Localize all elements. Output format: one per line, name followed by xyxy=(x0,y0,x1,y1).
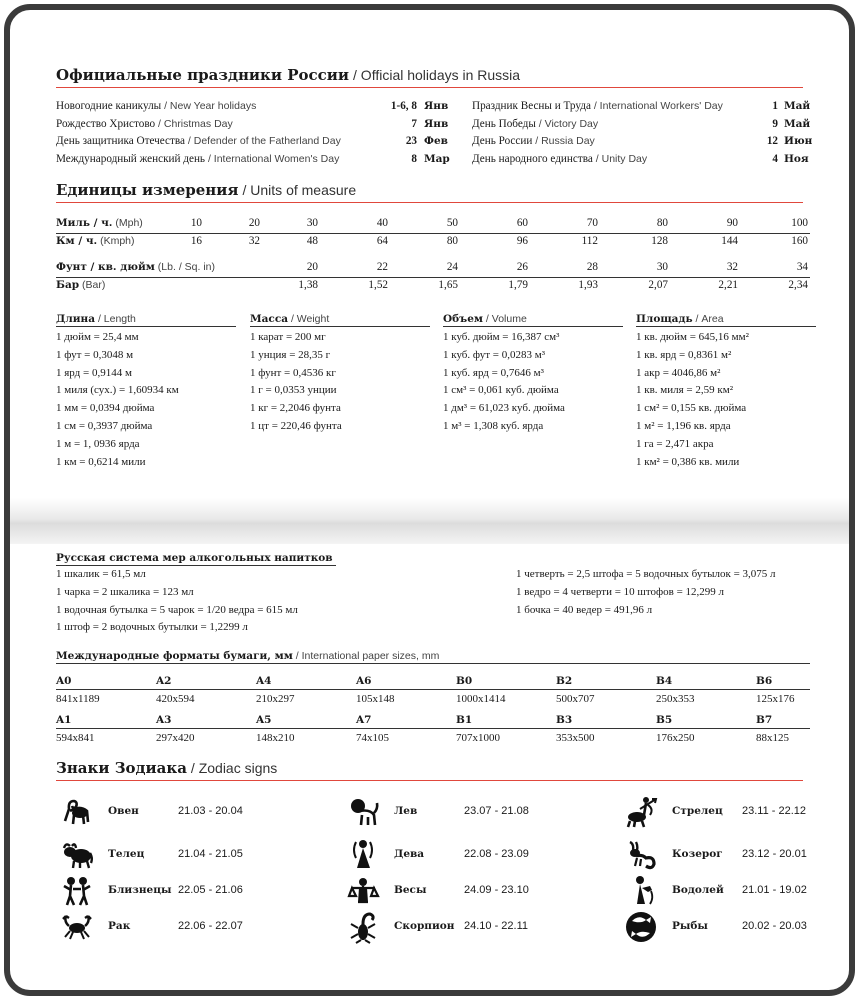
paper-format: A5 xyxy=(256,714,272,726)
area-column xyxy=(636,313,816,473)
zodiac-item-taurus: Телец 21.04 - 21.05 xyxy=(60,838,300,872)
speed-table xyxy=(56,216,810,250)
length-header: Длина / Length xyxy=(56,313,236,327)
conversion-item: 1 г = 0,0353 унции xyxy=(250,384,337,397)
paper-format: A3 xyxy=(156,714,172,726)
zodiac-item-gemini: Близнецы 22.05 - 21.06 xyxy=(60,874,300,908)
paper-size: 210x297 xyxy=(256,693,295,705)
sagittarius-icon xyxy=(624,795,658,829)
holidays-right-column xyxy=(472,100,813,170)
conversion-item: 1 миля (сух.) = 1,60934 км xyxy=(56,384,179,397)
conversion-item: 1 карат = 200 мг xyxy=(250,331,326,343)
paper-title: Международные форматы бумаги, мм / International paper sizes, mm xyxy=(56,650,810,664)
paper-row-sizes-2 xyxy=(56,731,810,747)
scorpio-icon xyxy=(346,910,380,944)
paper-size: 148x210 xyxy=(256,732,295,744)
paper-format: B2 xyxy=(556,675,573,687)
leo-icon xyxy=(346,795,380,829)
volume-header: Объем / Volume xyxy=(443,313,623,327)
zodiac-item-pisces: Рыбы 20.02 - 20.03 xyxy=(624,910,855,944)
conversion-item: 1 см² = 0,155 кв. дюйма xyxy=(636,402,747,415)
weight-header: Масса / Weight xyxy=(250,313,430,327)
weight-column xyxy=(250,313,430,438)
page-fold-shadow xyxy=(10,498,849,544)
pisces-icon xyxy=(624,910,658,944)
paper-size: 1000x1414 xyxy=(456,693,506,705)
capricorn-icon xyxy=(624,838,658,872)
paper-format: A2 xyxy=(156,675,172,687)
conversion-item: 1 см³ = 0,061 куб. дюйма xyxy=(443,384,559,397)
cancer-icon xyxy=(60,910,94,944)
paper-format: B3 xyxy=(556,714,573,726)
zodiac-item-scorpio: Скорпион 24.10 - 22.11 xyxy=(346,910,586,944)
zodiac-item-aries: Овен 21.03 - 20.04 xyxy=(60,795,300,829)
paper-format: B4 xyxy=(656,675,673,687)
alcohol-item: 1 чарка = 2 шкалика = 123 мл xyxy=(56,585,194,598)
page-frame xyxy=(4,4,855,996)
length-column xyxy=(56,313,236,473)
gemini-icon xyxy=(60,874,94,908)
paper-size: 74x105 xyxy=(356,732,389,744)
zodiac-item-virgo: Дева 22.08 - 23.09 xyxy=(346,838,586,872)
paper-size: 841x1189 xyxy=(56,693,100,705)
aquarius-icon xyxy=(624,874,658,908)
mph-row: Миль / ч. (Mph) 10 20 30 40 50 60 70 80 90 100 xyxy=(56,217,808,229)
holiday-row: Праздник Весны и Труда / International Workers' Day 1 Май xyxy=(472,100,811,112)
paper-format: A7 xyxy=(356,714,372,726)
zodiac-item-aquarius: Водолей 21.01 - 19.02 xyxy=(624,874,855,908)
zodiac-item-cancer: Рак 22.06 - 22.07 xyxy=(60,910,300,944)
conversion-item: 1 см = 0,3937 дюйма xyxy=(56,419,153,432)
conversion-item: 1 куб. ярд = 0,7646 м³ xyxy=(443,366,544,379)
conversion-item: 1 фунт = 0,4536 кг xyxy=(250,366,336,379)
holiday-row: День Победы / Victory Day 9 Май xyxy=(472,117,811,130)
paper-format: B5 xyxy=(656,714,673,726)
conversion-item: 1 фут = 0,3048 м xyxy=(56,348,134,361)
holidays-title: Официальные праздники России / Official holidays in Russia xyxy=(56,66,803,88)
alcohol-item: 1 бочка = 40 ведер = 491,96 л xyxy=(516,603,653,616)
kmph-row: Км / ч. (Kmph) 16 32 48 64 80 96 112 128 144 160 xyxy=(56,233,810,250)
conversion-item: 1 кв. дюйм = 645,16 мм² xyxy=(636,331,749,343)
conversion-item: 1 дюйм = 25,4 мм xyxy=(56,331,139,343)
conversion-item: 1 кг = 2,2046 фунта xyxy=(250,402,341,415)
paper-row-names-2 xyxy=(56,713,810,729)
paper-size: 353x500 xyxy=(556,732,595,744)
aries-icon xyxy=(60,795,94,829)
holiday-row: Рождество Христово / Christmas Day 7 Янв xyxy=(56,117,449,130)
holiday-row: День защитника Отечества / Defender of the Fatherland Day 23 Фев xyxy=(56,135,448,147)
holidays-left-column xyxy=(56,100,451,170)
bar-row: Бар (Bar) 1,38 1,52 1,65 1,79 1,93 2,07 2,21 2,34 xyxy=(56,277,810,294)
alcohol-left-column xyxy=(56,568,298,639)
holiday-row: День народного единства / Unity Day 4 Ноя xyxy=(472,152,809,165)
paper-format: A4 xyxy=(256,675,272,687)
taurus-icon xyxy=(60,838,94,872)
psi-row: Фунт / кв. дюйм (Lb. / Sq. in) 20 22 24 26 28 30 32 34 xyxy=(56,261,808,273)
paper-size: 500x707 xyxy=(556,693,595,705)
holiday-row: Новогодние каникулы / New Year holidays 1-6, 8 Янв xyxy=(56,100,449,112)
conversion-item: 1 м³ = 1,308 куб. ярда xyxy=(443,419,544,432)
alcohol-item: 1 ведро = 4 четверти = 10 штофов = 12,299 л xyxy=(516,585,725,598)
zodiac-item-libra: Весы 24.09 - 23.10 xyxy=(346,874,586,908)
paper-row-sizes-1 xyxy=(56,692,810,708)
paper-size: 125x176 xyxy=(756,693,795,705)
conversion-item: 1 км = 0,6214 мили xyxy=(56,455,146,468)
paper-size: 105x148 xyxy=(356,693,395,705)
alcohol-item: 1 штоф = 2 водочных бутылки = 1,2299 л xyxy=(56,621,248,634)
paper-format: B6 xyxy=(756,675,773,687)
paper-size: 594x841 xyxy=(56,732,95,744)
zodiac-item-capricorn: Козерог 23.12 - 20.01 xyxy=(624,838,855,872)
paper-size: 250x353 xyxy=(656,693,695,705)
paper-row-names-1 xyxy=(56,674,810,690)
paper-format: B0 xyxy=(456,675,473,687)
conversion-item: 1 км² = 0,386 кв. мили xyxy=(636,455,740,468)
conversion-item: 1 га = 2,471 акра xyxy=(636,437,714,450)
alcohol-item: 1 четверть = 2,5 штофа = 5 водочных бутылок = 3,075 л xyxy=(516,568,776,580)
paper-size: 707x1000 xyxy=(456,732,500,744)
virgo-icon xyxy=(346,838,380,872)
paper-size: 88x125 xyxy=(756,732,789,744)
paper-format: A1 xyxy=(56,714,72,726)
holiday-row: День России / Russia Day 12 Июн xyxy=(472,135,813,147)
zodiac-item-sagittarius: Стрелец 23.11 - 22.12 xyxy=(624,795,855,829)
conversion-item: 1 ярд = 0,9144 м xyxy=(56,366,132,379)
alcohol-right-column xyxy=(516,568,776,621)
conversion-item: 1 кв. ярд = 0,8361 м² xyxy=(636,348,732,361)
zodiac-title: Знаки Зодиака / Zodiac signs xyxy=(56,759,803,781)
alcohol-item: 1 водочная бутылка = 5 чарок = 1/20 ведра = 615 мл xyxy=(56,603,298,616)
conversion-item: 1 м² = 1,196 кв. ярда xyxy=(636,419,731,432)
conversion-item: 1 унция = 28,35 г xyxy=(250,348,331,361)
libra-icon xyxy=(346,874,380,908)
holiday-row: Международный женский день / International Women's Day 8 Мар xyxy=(56,152,450,165)
paper-size: 297x420 xyxy=(156,732,195,744)
volume-column xyxy=(443,313,623,438)
conversion-item: 1 куб. дюйм = 16,387 см³ xyxy=(443,331,560,343)
conversion-item: 1 дм³ = 61,023 куб. дюйма xyxy=(443,402,565,415)
alcohol-item: 1 шкалик = 61,5 мл xyxy=(56,568,146,580)
paper-format: A6 xyxy=(356,675,372,687)
pressure-table xyxy=(56,260,810,294)
units-title: Единицы измерения / Units of measure xyxy=(56,181,803,203)
conversion-item: 1 м = 1, 0936 ярда xyxy=(56,437,140,450)
conversion-item: 1 кв. миля = 2,59 км² xyxy=(636,384,733,397)
conversion-item: 1 цт = 220,46 фунта xyxy=(250,419,342,432)
paper-size: 420x594 xyxy=(156,693,195,705)
paper-format: A0 xyxy=(56,675,72,687)
conversion-item: 1 куб. фут = 0,0283 м³ xyxy=(443,348,546,361)
paper-size: 176x250 xyxy=(656,732,695,744)
area-header: Площадь / Area xyxy=(636,313,816,327)
conversion-item: 1 акр = 4046,86 м² xyxy=(636,366,721,379)
paper-format: B1 xyxy=(456,714,473,726)
paper-format: B7 xyxy=(756,714,773,726)
conversion-item: 1 мм = 0,0394 дюйма xyxy=(56,402,155,415)
zodiac-item-leo: Лев 23.07 - 21.08 xyxy=(346,795,586,829)
alcohol-title: Русская система мер алкогольных напитков xyxy=(56,552,336,566)
